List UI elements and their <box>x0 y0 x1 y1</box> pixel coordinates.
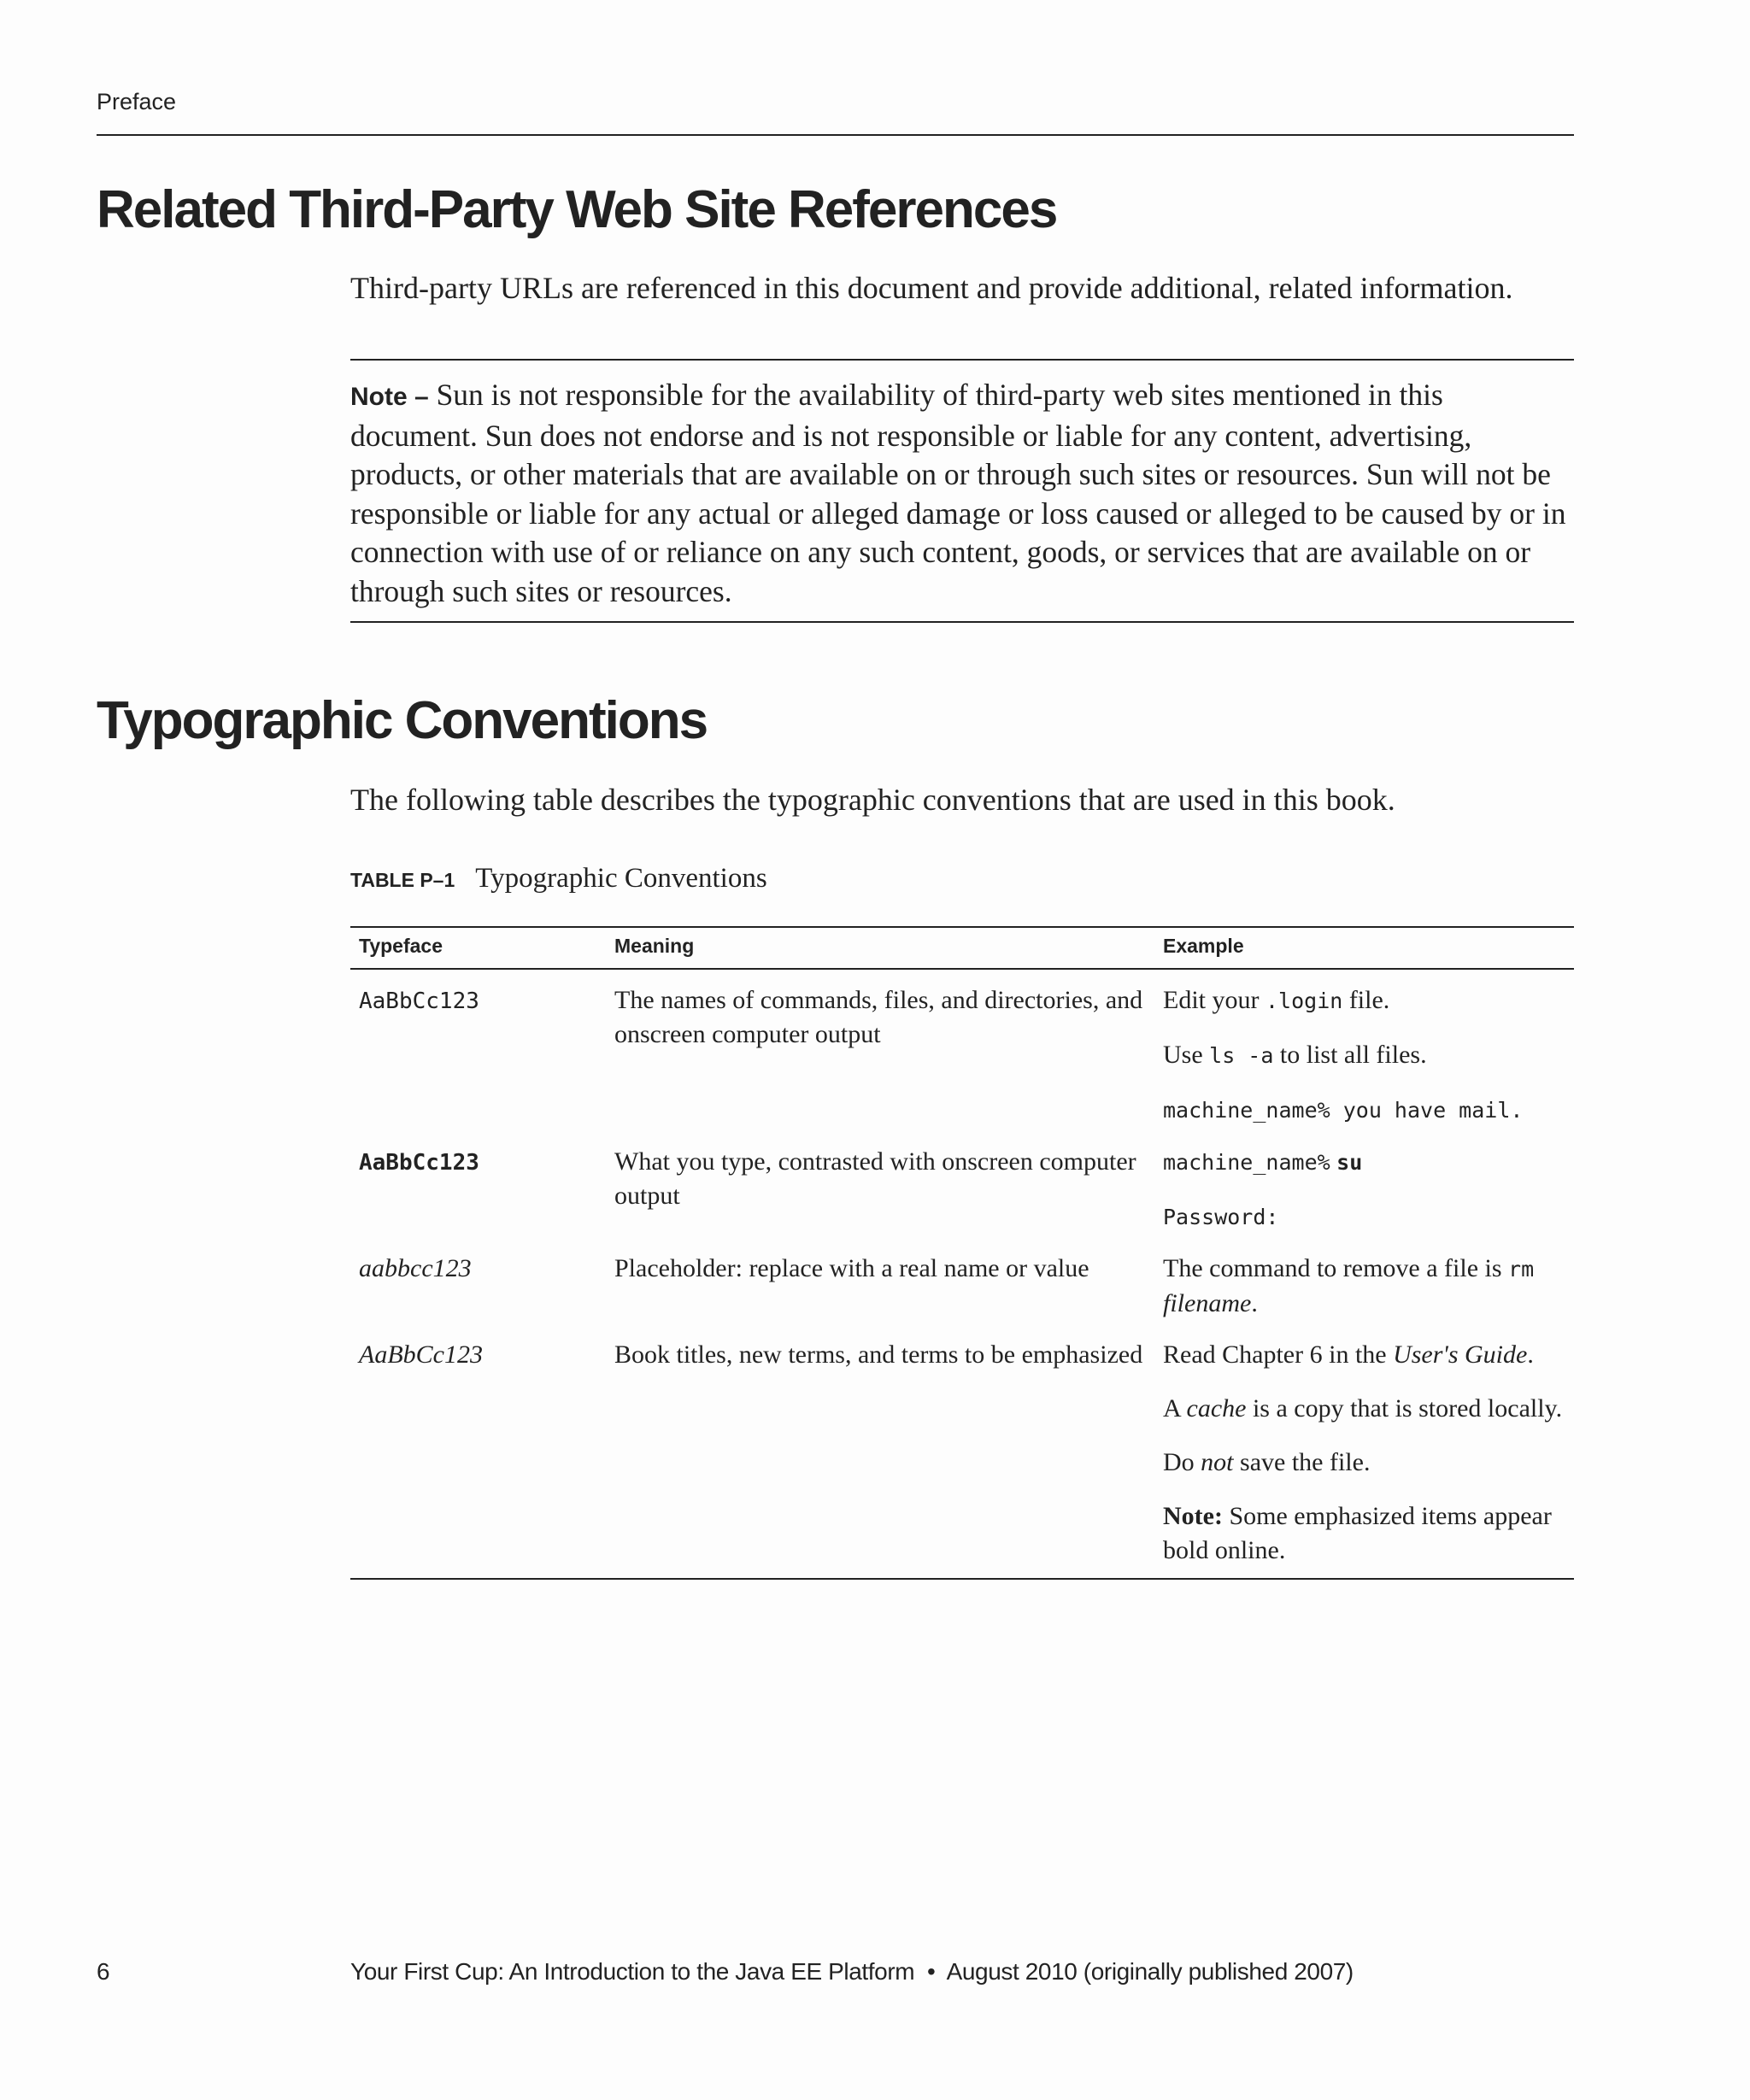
footer-text: Your First Cup: An Introduction to the Java EE Platform • August 2010 (originally published 2007) <box>350 1958 1354 1985</box>
table-label: TABLE P–1 <box>350 869 455 891</box>
typeface-sample: AaBbCc123 <box>359 1340 483 1369</box>
table-caption <box>350 863 767 895</box>
example-text: The command to remove a file is <box>1163 1254 1509 1282</box>
table-row <box>350 1331 1574 1579</box>
header-rule <box>97 134 1574 136</box>
example-code: rm <box>1508 1257 1535 1282</box>
table-row <box>350 1245 1574 1331</box>
meaning-cell: Placeholder: replace with a real name or value <box>614 1254 1089 1282</box>
table-row <box>350 969 1574 1138</box>
example-line <box>1163 1038 1565 1073</box>
example-cell <box>1154 1245 1574 1331</box>
example-line <box>1163 1446 1565 1480</box>
note-text: Sun is not responsible for the availability of third-party web sites mentioned in this document. Sun does not endorse and is not responsible or liable for any content, advertising, products, or other materials that are available on or through such sites or resources. Sun will not be responsible or liable for any actual or alleged damage or loss caused or alleged to be caused by or in connection with use of or reliance on any such content, goods, or services that are available on or through such sites or resources. <box>350 378 1566 608</box>
typeface-sample: AaBbCc123 <box>359 1150 479 1176</box>
example-text: Use <box>1163 1041 1210 1069</box>
example-code: .login <box>1266 988 1343 1013</box>
example-text: to list all files. <box>1273 1041 1427 1069</box>
section-title-typographic: Typographic Conventions <box>97 691 708 750</box>
example-cell <box>1154 1138 1574 1245</box>
example-bold: Note: <box>1163 1502 1223 1530</box>
note-paragraph <box>350 376 1574 611</box>
note-label: Note – <box>350 383 429 411</box>
table-row <box>350 1138 1574 1245</box>
typeface-cell <box>350 1245 606 1331</box>
section-title-third-party: Related Third-Party Web Site References <box>97 180 1057 239</box>
example-italic: User's Guide <box>1393 1340 1528 1369</box>
column-header-meaning: Meaning <box>606 927 1154 969</box>
example-line <box>1163 983 1565 1018</box>
example-code: Password: <box>1163 1205 1279 1229</box>
table-caption-title: Typographic Conventions <box>475 863 767 894</box>
typeface-sample: AaBbCc123 <box>359 988 479 1014</box>
section-intro-third-party: Third-party URLs are referenced in this document and provide additional, related information. <box>350 271 1513 305</box>
page-number <box>97 1958 110 1986</box>
example-line <box>1163 1200 1565 1235</box>
example-line <box>1163 1499 1565 1568</box>
example-code: machine_name% <box>1163 1150 1330 1175</box>
example-text: Do <box>1163 1448 1201 1476</box>
example-text: Some emphasized items appear bold online. <box>1163 1502 1552 1564</box>
example-text: . <box>1251 1289 1258 1317</box>
page-number-text: 6 <box>97 1958 110 1985</box>
example-code: ls -a <box>1209 1043 1274 1068</box>
example-cell <box>1154 969 1574 1138</box>
example-italic: not <box>1201 1448 1234 1476</box>
running-header: Preface <box>97 89 177 114</box>
example-text: is a copy that is stored locally. <box>1246 1394 1563 1422</box>
example-line <box>1163 1252 1565 1321</box>
section-intro-typographic: The following table describes the typographic conventions that are used in this book. <box>350 783 1395 817</box>
example-italic: cache <box>1186 1394 1247 1422</box>
example-line <box>1163 1338 1565 1372</box>
example-text: save the file. <box>1233 1448 1371 1476</box>
table-header-row <box>350 927 1574 969</box>
conventions-table <box>350 926 1574 1580</box>
example-text: A <box>1163 1394 1187 1422</box>
meaning-cell: What you type, contrasted with onscreen computer output <box>614 1147 1136 1210</box>
typeface-sample: aabbcc123 <box>359 1254 472 1282</box>
meaning-cell: Book titles, new terms, and terms to be emphasized <box>614 1340 1143 1369</box>
example-code-bold: su <box>1336 1150 1363 1175</box>
example-italic: filename <box>1163 1289 1252 1317</box>
example-text: file. <box>1342 986 1390 1014</box>
note-box <box>350 359 1574 623</box>
typeface-cell <box>350 1331 606 1579</box>
meaning-cell: The names of commands, files, and directories, and onscreen computer output <box>614 986 1143 1048</box>
example-code: machine_name% you have mail. <box>1163 1098 1524 1123</box>
example-text: Read Chapter 6 in the <box>1163 1340 1394 1369</box>
typeface-cell <box>350 969 606 1138</box>
column-header-typeface: Typeface <box>350 927 606 969</box>
column-header-example: Example <box>1154 927 1574 969</box>
typeface-cell <box>350 1138 606 1245</box>
example-cell <box>1154 1331 1574 1579</box>
example-text: Edit your <box>1163 986 1266 1014</box>
example-line <box>1163 1392 1565 1426</box>
example-line <box>1163 1093 1565 1128</box>
example-text: . <box>1527 1340 1534 1369</box>
example-line <box>1163 1145 1565 1180</box>
